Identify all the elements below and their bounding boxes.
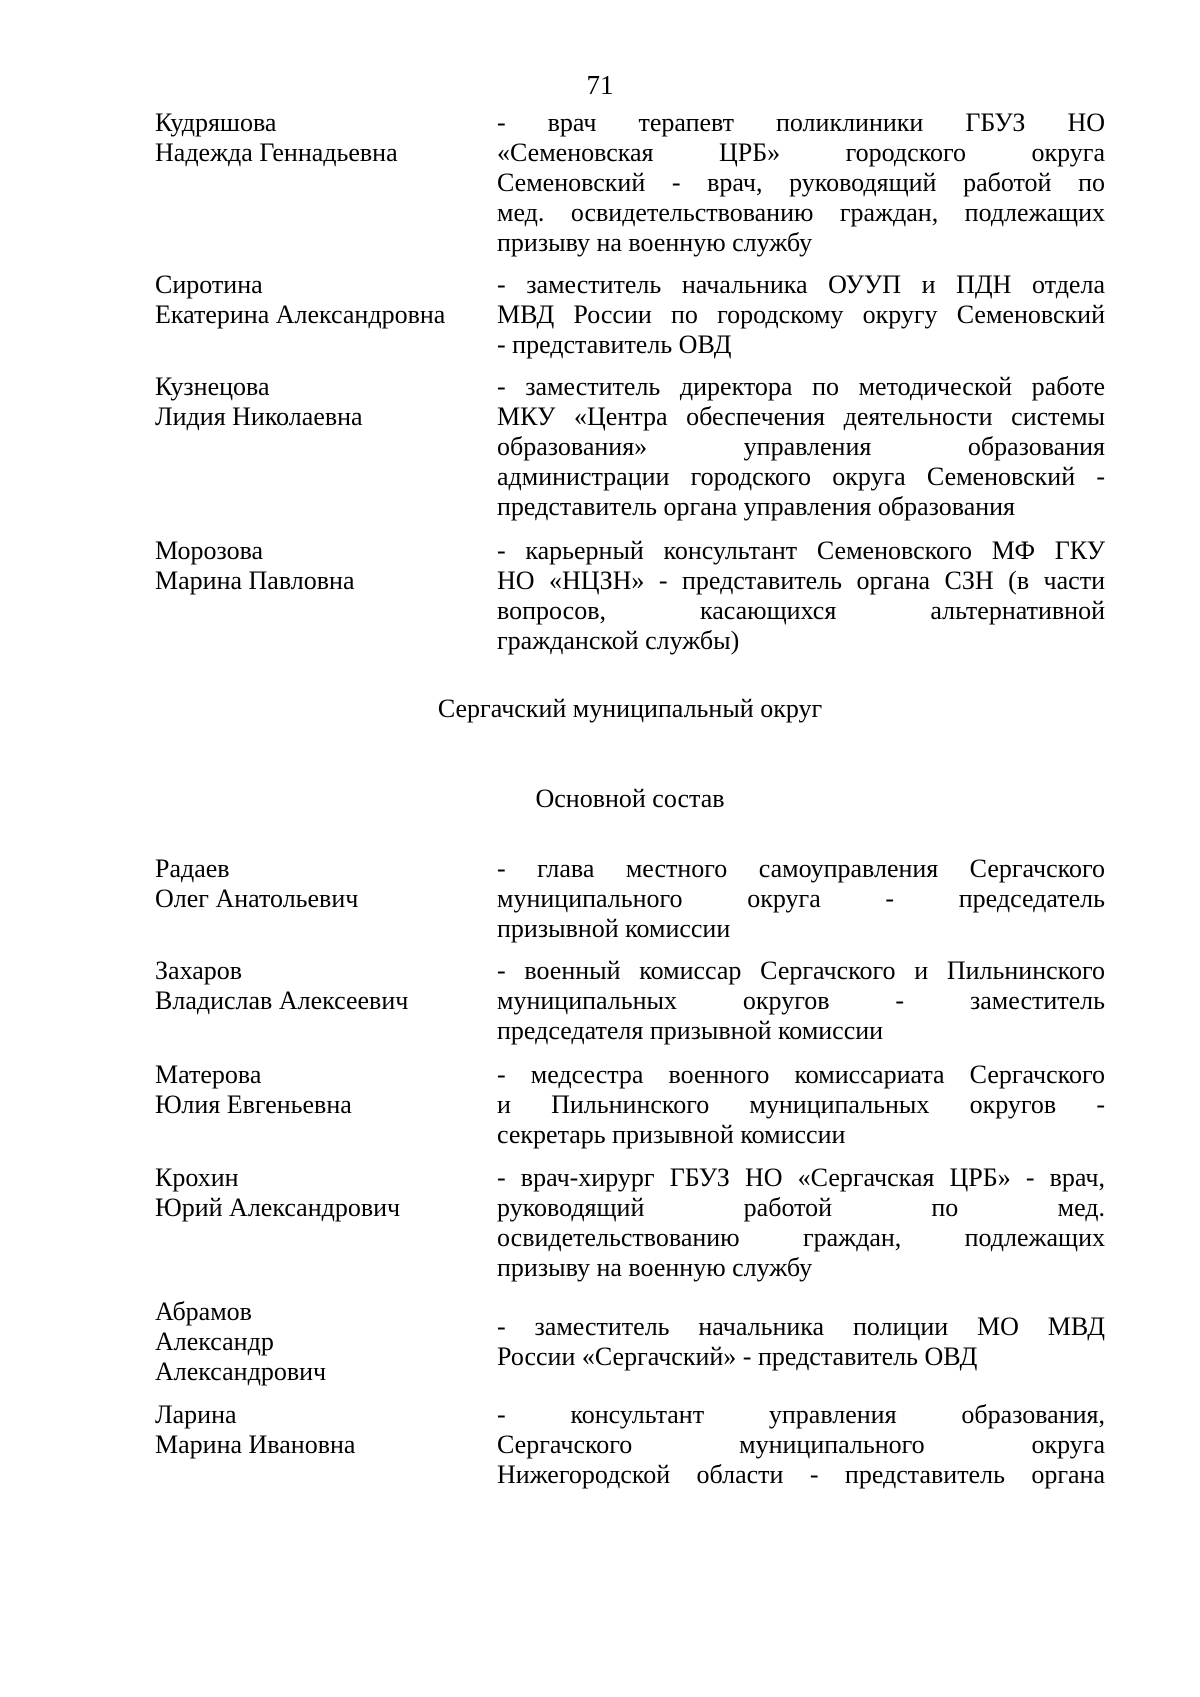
member-role: - глава местного самоуправления Сергачского муниципального округа - председатель призывной комиссии: [497, 854, 1105, 943]
entry-materova: [155, 1060, 1115, 1150]
page-number: 71: [586, 70, 614, 100]
member-name: Крохин Юрий Александрович: [155, 1163, 401, 1222]
member-name: Матерова Юлия Евгеньевна: [155, 1060, 352, 1119]
entry-kuznetsova: [155, 372, 1115, 522]
member-name: Радаев Олег Анатольевич: [155, 854, 359, 913]
member-role: - врач-хирург ГБУЗ НО «Сергачская ЦРБ» - врач, руководящий работой по мед. освидетельствованию граждан, подлежащих призыву на военную службу: [497, 1163, 1105, 1282]
member-role: - карьерный консультант Семеновского МФ ГКУ НО «НЦЗН» - представитель органа СЗН (в части вопросов, касающихся альтернативной гражданской службы): [497, 536, 1105, 655]
member-name: Ларина Марина Ивановна: [155, 1400, 356, 1459]
member-name: Кузнецова Лидия Николаевна: [155, 372, 363, 431]
entry-radaev: [155, 854, 1115, 944]
entry-abramov: [155, 1297, 1115, 1387]
member-role: - заместитель начальника полиции МО МВД России «Сергачский» - представитель ОВД: [497, 1312, 1105, 1371]
entry-larina: [155, 1400, 1115, 1490]
member-role: - заместитель директора по методической работе МКУ «Центра обеспечения деятельности системы образования» управления образования администрации городского округа Семеновский - представитель органа управления образования: [497, 372, 1105, 521]
member-name: Морозова Марина Павловна: [155, 536, 355, 595]
entry-krokhin: [155, 1163, 1115, 1283]
entry-kudryashova: [155, 108, 1115, 258]
subsection-heading: Основной состав: [535, 784, 725, 813]
member-name: Сиротина Екатерина Александровна: [155, 270, 446, 329]
member-name: Абрамов Александр Александрович: [155, 1297, 327, 1386]
member-role: - врач терапевт поликлиники ГБУЗ НО «Семеновская ЦРБ» городского округа Семеновский - врач, руководящий работой по мед. освидетельствованию граждан, подлежащих призыву на военную службу: [497, 108, 1105, 257]
member-role: - медсестра военного комиссариата Сергачского и Пильнинского муниципальных округов - секретарь призывной комиссии: [497, 1060, 1105, 1149]
member-role: - заместитель начальника ОУУП и ПДН отдела МВД России по городскому округу Семеновский - представитель ОВД: [497, 270, 1105, 359]
member-name: Захаров Владислав Алексеевич: [155, 956, 409, 1015]
member-role: - консультант управления образования, Сергачского муниципального округа Нижегородской области - представитель органа: [497, 1400, 1105, 1489]
entry-morozova: [155, 536, 1115, 656]
member-name: Кудряшова Надежда Геннадьевна: [155, 108, 398, 167]
member-role: - военный комиссар Сергачского и Пильнинского муниципальных округов - заместитель председателя призывной комиссии: [497, 956, 1105, 1045]
entry-sirotina: [155, 270, 1115, 360]
entry-zakharov: [155, 956, 1115, 1046]
section-heading: Сергачский муниципальный округ: [437, 694, 823, 723]
